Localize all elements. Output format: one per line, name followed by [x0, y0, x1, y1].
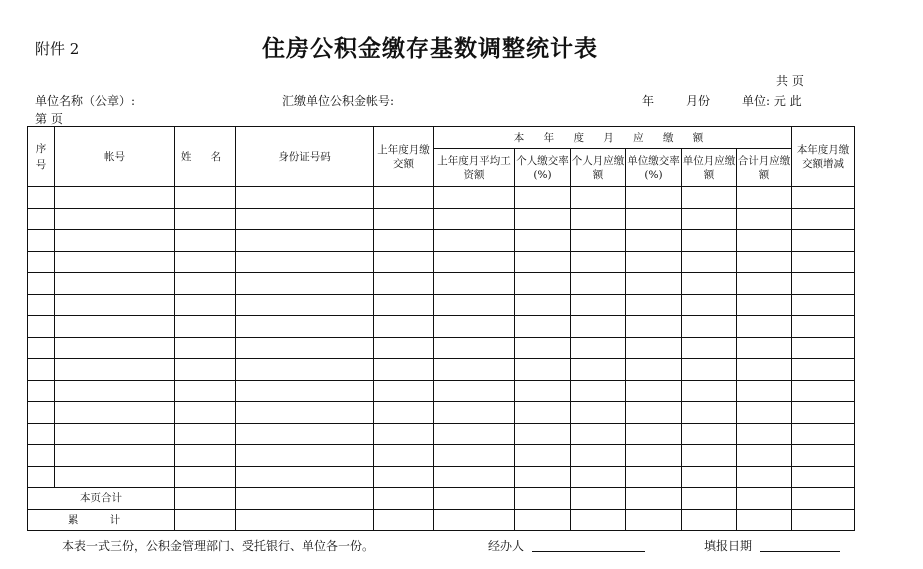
unit-name-label: 单位名称（公章）: [35, 94, 136, 108]
table-cell[interactable] [682, 445, 737, 467]
table-row [28, 251, 855, 273]
table-cell[interactable] [374, 402, 434, 424]
table-cell[interactable] [236, 509, 374, 531]
table-cell[interactable] [737, 380, 792, 402]
table-cell[interactable] [626, 423, 682, 445]
table-cell[interactable] [28, 316, 55, 338]
table-cell[interactable] [571, 294, 626, 316]
table-cell[interactable] [626, 488, 682, 510]
table-cell[interactable] [374, 230, 434, 252]
table-cell[interactable] [236, 380, 374, 402]
table-header-row [28, 127, 855, 149]
table-cell[interactable] [175, 251, 236, 273]
table-cell[interactable] [571, 337, 626, 359]
table-cell[interactable] [374, 466, 434, 488]
column-header-unit-monthly: 单位月应缴额 [682, 149, 737, 187]
table-cell[interactable] [434, 423, 515, 445]
table-cell[interactable] [737, 509, 792, 531]
table-cell[interactable] [55, 294, 175, 316]
table-cell[interactable] [175, 402, 236, 424]
table-cell[interactable] [175, 187, 236, 209]
table-cell[interactable] [28, 402, 55, 424]
table-cell[interactable] [374, 294, 434, 316]
table-cell[interactable] [792, 337, 855, 359]
table-cell[interactable] [571, 208, 626, 230]
table-cell[interactable] [374, 509, 434, 531]
table-cell[interactable] [28, 466, 55, 488]
table-cell[interactable] [28, 273, 55, 295]
table-cell[interactable] [682, 488, 737, 510]
table-row [28, 402, 855, 424]
table-cell[interactable] [515, 251, 571, 273]
table-cell[interactable] [792, 466, 855, 488]
table-cell[interactable] [236, 337, 374, 359]
table-cell[interactable] [515, 445, 571, 467]
table-row [28, 359, 855, 381]
table-cell[interactable] [792, 251, 855, 273]
table-cell[interactable] [626, 208, 682, 230]
column-group-this-year: 本 年 度 月 应 缴 额 [434, 127, 792, 149]
statistics-table [27, 126, 855, 531]
table-cell[interactable] [515, 488, 571, 510]
table-cell[interactable] [434, 509, 515, 531]
table-cell[interactable] [626, 316, 682, 338]
table-cell[interactable] [626, 294, 682, 316]
table-cell[interactable] [236, 488, 374, 510]
table-cell[interactable] [626, 273, 682, 295]
table-cell[interactable] [175, 423, 236, 445]
cumulative-row-label: 累 计 [28, 509, 175, 531]
table-row [28, 294, 855, 316]
table-cell[interactable] [571, 316, 626, 338]
table-cell[interactable] [434, 488, 515, 510]
table-cell[interactable] [792, 187, 855, 209]
table-cell[interactable] [792, 208, 855, 230]
table-cell[interactable] [737, 337, 792, 359]
table-cell[interactable] [175, 230, 236, 252]
table-cell[interactable] [737, 208, 792, 230]
table-cell[interactable] [737, 230, 792, 252]
table-cell[interactable] [434, 359, 515, 381]
column-header-total-monthly: 合计月应缴额 [737, 149, 792, 187]
table-cell[interactable] [55, 316, 175, 338]
table-cell[interactable] [626, 445, 682, 467]
table-cell[interactable] [175, 359, 236, 381]
table-cell[interactable] [236, 187, 374, 209]
attachment-label: 附件 2 [35, 40, 80, 58]
table-cell[interactable] [515, 230, 571, 252]
table-cell[interactable] [792, 380, 855, 402]
table-cell[interactable] [55, 230, 175, 252]
table-cell[interactable] [682, 187, 737, 209]
handler-label: 经办人 [488, 539, 525, 553]
table-cell[interactable] [374, 337, 434, 359]
column-header-personal-monthly: 个人月应缴额 [571, 149, 626, 187]
table-cell[interactable] [374, 251, 434, 273]
table-cell[interactable] [175, 380, 236, 402]
table-cell[interactable] [571, 359, 626, 381]
column-header-id-number: 身份证号码 [236, 127, 374, 187]
year-label: 年 [642, 94, 655, 108]
table-cell[interactable] [792, 316, 855, 338]
table-cell[interactable] [792, 359, 855, 381]
table-cell[interactable] [571, 423, 626, 445]
table-cell[interactable] [236, 230, 374, 252]
table-row [28, 208, 855, 230]
column-header-name: 姓 名 [175, 127, 236, 187]
table-cell[interactable] [515, 466, 571, 488]
table-cell[interactable] [515, 208, 571, 230]
column-header-increase: 本年度月缴交额增减 [792, 127, 855, 187]
month-label: 月份 [686, 94, 711, 108]
table-cell[interactable] [236, 466, 374, 488]
table-cell[interactable] [682, 380, 737, 402]
table-cell[interactable] [28, 380, 55, 402]
table-cell[interactable] [515, 273, 571, 295]
table-cell[interactable] [236, 316, 374, 338]
table-cell[interactable] [737, 359, 792, 381]
table-cell[interactable] [55, 402, 175, 424]
table-cell[interactable] [571, 380, 626, 402]
table-cell[interactable] [374, 273, 434, 295]
table-row [28, 187, 855, 209]
table-row [28, 337, 855, 359]
table-cell[interactable] [737, 488, 792, 510]
table-cell[interactable] [175, 337, 236, 359]
table-cell[interactable] [236, 208, 374, 230]
table-cell[interactable] [571, 509, 626, 531]
page-total-row-label: 本页合计 [28, 488, 175, 510]
table-cell[interactable] [682, 402, 737, 424]
table-row [28, 380, 855, 402]
table-cell[interactable] [682, 251, 737, 273]
table-cell[interactable] [737, 316, 792, 338]
table-cell[interactable] [626, 509, 682, 531]
table-cell[interactable] [626, 337, 682, 359]
table-cell[interactable] [737, 273, 792, 295]
column-header-seq: 序号 [28, 127, 55, 187]
table-cell[interactable] [236, 273, 374, 295]
table-cell[interactable] [55, 445, 175, 467]
table-cell[interactable] [175, 208, 236, 230]
table-cell[interactable] [55, 359, 175, 381]
column-header-unit-rate: 单位缴交率 (%) [626, 149, 682, 187]
table-cell[interactable] [682, 273, 737, 295]
table-cell[interactable] [374, 208, 434, 230]
table-cell[interactable] [175, 273, 236, 295]
table-row [28, 466, 855, 488]
table-cell[interactable] [626, 402, 682, 424]
table-cell[interactable] [571, 251, 626, 273]
table-cell[interactable] [434, 251, 515, 273]
currency-unit-label: 单位: 元 此 [742, 94, 802, 108]
table-cell[interactable] [434, 337, 515, 359]
table-cell[interactable] [28, 294, 55, 316]
table-row [28, 445, 855, 467]
table-cell[interactable] [434, 466, 515, 488]
table-cell[interactable] [571, 187, 626, 209]
table-cell[interactable] [374, 380, 434, 402]
table-cell[interactable] [737, 251, 792, 273]
table-cell[interactable] [515, 337, 571, 359]
table-cell[interactable] [434, 294, 515, 316]
table-cell[interactable] [28, 251, 55, 273]
table-cell[interactable] [682, 294, 737, 316]
table-cell[interactable] [374, 423, 434, 445]
table-cell[interactable] [374, 445, 434, 467]
column-header-account: 帐号 [55, 127, 175, 187]
table-cell[interactable] [626, 380, 682, 402]
table-cell[interactable] [626, 359, 682, 381]
table-cell[interactable] [626, 187, 682, 209]
cumulative-row [28, 509, 855, 531]
handler-signature-line[interactable] [532, 551, 645, 552]
page-number-label: 第 页 [35, 112, 63, 126]
table-cell[interactable] [515, 294, 571, 316]
table-cell[interactable] [682, 337, 737, 359]
table-cell[interactable] [434, 208, 515, 230]
page-total-row [28, 488, 855, 510]
column-header-last-year-monthly: 上年度月缴交额 [374, 127, 434, 187]
table-cell[interactable] [571, 402, 626, 424]
table-cell[interactable] [737, 445, 792, 467]
table-cell[interactable] [792, 423, 855, 445]
table-cell[interactable] [515, 187, 571, 209]
table-cell[interactable] [374, 187, 434, 209]
table-cell[interactable] [571, 445, 626, 467]
table-cell[interactable] [792, 402, 855, 424]
table-cell[interactable] [682, 466, 737, 488]
table-cell[interactable] [792, 294, 855, 316]
table-cell[interactable] [236, 423, 374, 445]
table-cell[interactable] [175, 466, 236, 488]
table-cell[interactable] [515, 402, 571, 424]
table-cell[interactable] [55, 423, 175, 445]
table-cell[interactable] [515, 359, 571, 381]
table-cell[interactable] [792, 273, 855, 295]
table-cell[interactable] [626, 251, 682, 273]
table-cell[interactable] [682, 208, 737, 230]
table-cell[interactable] [737, 423, 792, 445]
table-cell[interactable] [175, 316, 236, 338]
table-cell[interactable] [682, 230, 737, 252]
total-pages-label: 共 页 [776, 74, 804, 88]
table-cell[interactable] [792, 445, 855, 467]
table-cell[interactable] [434, 316, 515, 338]
page-title: 住房公积金缴存基数调整统计表 [262, 35, 598, 62]
table-cell[interactable] [175, 445, 236, 467]
column-header-avg-wage: 上年度月平均工资额 [434, 149, 515, 187]
table-cell[interactable] [55, 380, 175, 402]
table-cell[interactable] [571, 466, 626, 488]
table-cell[interactable] [374, 359, 434, 381]
table-cell[interactable] [434, 380, 515, 402]
table-cell[interactable] [236, 251, 374, 273]
table-cell[interactable] [434, 273, 515, 295]
table-cell[interactable] [515, 316, 571, 338]
table-cell[interactable] [737, 187, 792, 209]
table-cell[interactable] [236, 359, 374, 381]
table-cell[interactable] [55, 273, 175, 295]
table-cell[interactable] [434, 187, 515, 209]
table-cell[interactable] [28, 187, 55, 209]
table-row [28, 423, 855, 445]
table-cell[interactable] [236, 294, 374, 316]
table-row [28, 230, 855, 252]
table-cell[interactable] [571, 488, 626, 510]
table-cell[interactable] [55, 466, 175, 488]
table-cell[interactable] [792, 230, 855, 252]
table-cell[interactable] [682, 316, 737, 338]
table-cell[interactable] [236, 402, 374, 424]
table-cell[interactable] [28, 359, 55, 381]
table-cell[interactable] [434, 230, 515, 252]
table-cell[interactable] [515, 380, 571, 402]
table-cell[interactable] [28, 445, 55, 467]
table-cell[interactable] [737, 294, 792, 316]
fill-date-label: 填报日期 [704, 539, 753, 553]
table-cell[interactable] [175, 488, 236, 510]
table-cell[interactable] [55, 337, 175, 359]
table-cell[interactable] [434, 445, 515, 467]
table-cell[interactable] [571, 230, 626, 252]
table-cell[interactable] [515, 423, 571, 445]
table-cell[interactable] [737, 466, 792, 488]
fill-date-line[interactable] [760, 551, 840, 552]
table-cell[interactable] [28, 230, 55, 252]
table-cell[interactable] [175, 294, 236, 316]
column-header-personal-rate: 个人缴交率 (%) [515, 149, 571, 187]
table-cell[interactable] [28, 208, 55, 230]
table-cell[interactable] [792, 488, 855, 510]
table-cell[interactable] [236, 445, 374, 467]
table-cell[interactable] [55, 251, 175, 273]
table-cell[interactable] [374, 316, 434, 338]
table-cell[interactable] [626, 230, 682, 252]
table-row [28, 273, 855, 295]
table-cell[interactable] [682, 423, 737, 445]
table-row [28, 316, 855, 338]
table-cell[interactable] [28, 423, 55, 445]
table-cell[interactable] [737, 402, 792, 424]
table-cell[interactable] [571, 273, 626, 295]
table-cell[interactable] [682, 359, 737, 381]
table-cell[interactable] [434, 402, 515, 424]
table-cell[interactable] [28, 337, 55, 359]
table-cell[interactable] [682, 509, 737, 531]
table-cell[interactable] [55, 187, 175, 209]
table-cell[interactable] [374, 488, 434, 510]
table-cell[interactable] [175, 509, 236, 531]
account-number-label: 汇缴单位公积金帐号: [282, 94, 395, 108]
table-cell[interactable] [626, 466, 682, 488]
footer-note: 本表一式三份，公积金管理部门、受托银行、单位各一份。 [62, 539, 375, 553]
table-cell[interactable] [55, 208, 175, 230]
table-cell[interactable] [792, 509, 855, 531]
table-cell[interactable] [515, 509, 571, 531]
